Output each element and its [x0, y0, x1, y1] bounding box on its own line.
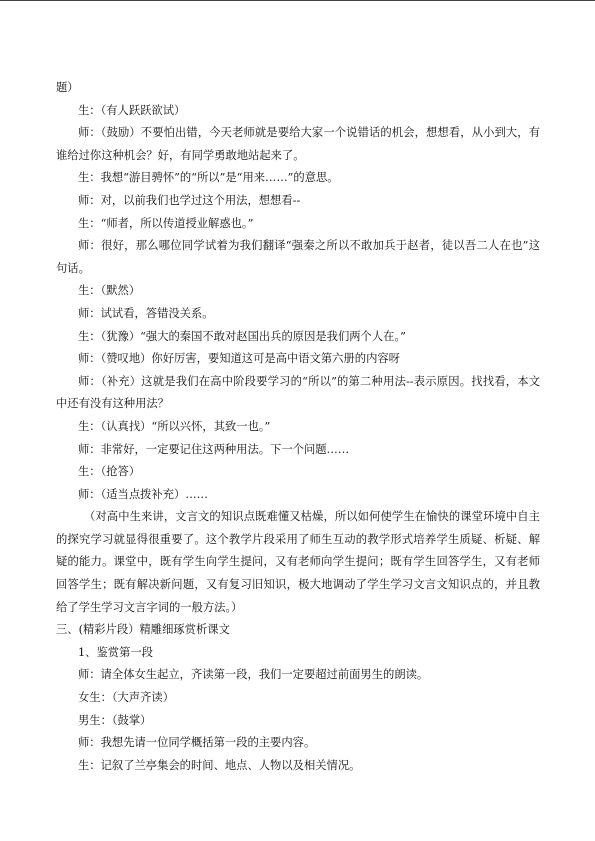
dialogue-paragraph: 师：很好，那么哪位同学试着为我们翻译“强秦之所以不敢加兵于赵者，徒以吾二人在也”这句话。	[56, 239, 540, 275]
commentary-paragraph: （对高中生来讲，文言文的知识点既难懂又枯燥，所以如何使学生在愉快的课堂环境中自主的探究学习就显得很重要了。这个教学片段采用了师生互动的教学形式培养学生质疑、析疑、解疑的能力。课堂中，既有学生向学生提问，又有老师向学生提问；既有学生回答学生，又有老师回答学生；既有解决新问题，又有复习旧知识，极大地调动了学生学习文言文知识点的，并且教给了学生学习文言字词的一般方法。）	[56, 510, 540, 614]
dialogue-paragraph: 生：（默然）	[78, 284, 141, 298]
document-body	[56, 77, 540, 777]
dialogue-paragraph: 师：请全体女生起立，齐读第一段，我们一定要超过前面男生的朗读。	[78, 668, 429, 682]
dialogue-paragraph: 师：（适当点拨补充）……	[78, 487, 208, 501]
dialogue-paragraph: 1、鉴赏第一段	[78, 645, 153, 659]
dialogue-paragraph: 师：（鼓励）不要怕出错，今天老师就是要给大家一个说错话的机会，想想看，从小到大，有谁给过你这种机会？好，有同学勇敢地站起来了。	[56, 126, 540, 162]
dialogue-paragraph: 生：（抢答）	[78, 465, 141, 479]
dialogue-paragraph: 师：非常好，一定要记住这两种用法。下一个问题……	[78, 442, 350, 456]
dialogue-paragraph: 女生：（大声齐读）	[78, 691, 175, 705]
section-heading: 三、(精彩片段）精雕细琢赏析课文	[56, 623, 230, 637]
dialogue-paragraph: 师：（赞叹地）你好厉害，要知道这可是高中语文第六册的内容呀	[78, 352, 400, 366]
page-top-border	[0, 0, 595, 1]
dialogue-paragraph: 师：对，以前我们也学过这个用法，想想看--	[78, 193, 301, 207]
dialogue-paragraph: 生：（有人跃跃欲试）	[78, 103, 186, 117]
dialogue-paragraph: 生：我想“游目骋怀”的“所以”是“用来……”的意思。	[78, 171, 339, 185]
dialogue-paragraph: 男生：（鼓掌）	[78, 713, 152, 727]
dialogue-paragraph: 生：“师者，所以传道授业解惑也。”	[78, 216, 254, 230]
dialogue-paragraph: 师：试试看，答错没关系。	[78, 306, 214, 320]
dialogue-paragraph: 题）	[56, 81, 79, 94]
dialogue-paragraph: 生：（认真找）“所以兴怀，其致一也。”	[78, 419, 271, 433]
dialogue-paragraph: 师：我想先请一位同学概括第一段的主要内容。	[78, 736, 316, 750]
dialogue-paragraph: 师：（补充）这就是我们在高中阶段要学习的“所以”的第二种用法--表示原因。找找看，本文中还有没有这种用法？	[56, 374, 540, 411]
dialogue-paragraph: 生：记叙了兰亭集会的时间、地点、人物以及相关情况。	[78, 758, 361, 772]
dialogue-paragraph: 生：（犹豫）“强大的秦国不敢对赵国出兵的原因是我们两个人在。”	[78, 329, 406, 343]
